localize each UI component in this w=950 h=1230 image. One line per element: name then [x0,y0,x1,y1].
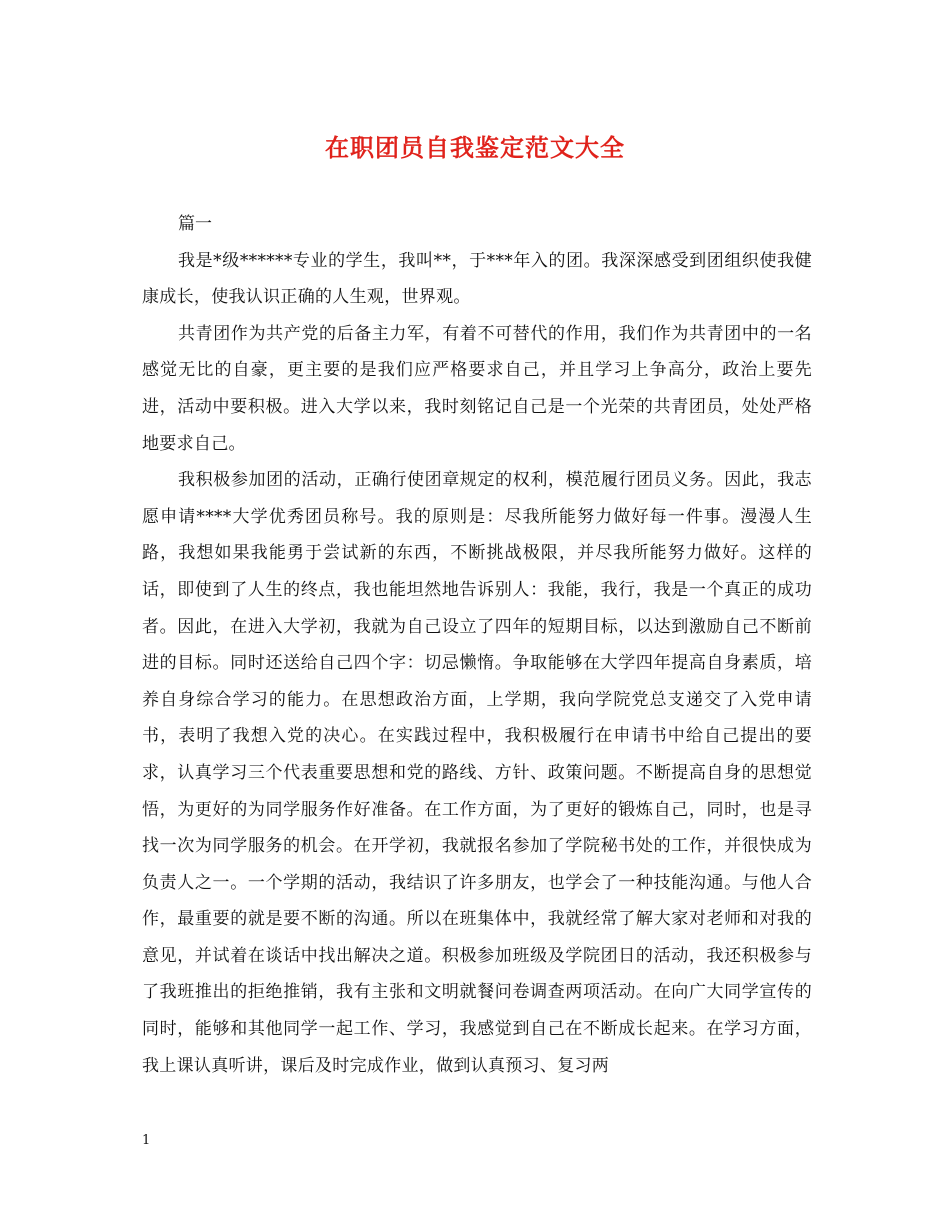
paragraph-1: 我是*级******专业的学生，我叫**，于***年入的团。我深深感受到团组织使我健康成长，使我认识正确的人生观，世界观。 [142,250,812,308]
page-number: 1 [142,1133,151,1148]
document-body [142,206,812,1084]
section-label: 篇一 [178,214,212,234]
paragraph-2: 共青团作为共产党的后备主力军，有着不可替代的作用，我们作为共青团中的一名感觉无比的自豪，更主要的是我们应严格要求自己，并且学习上争高分，政治上要先进，活动中要积极。进入大学以来，我时刻铭记自己是一个光荣的共青团员，处处严格地要求自己。 [142,323,812,454]
paragraph-3: 我积极参加团的活动，正确行使团章规定的权利，模范履行团员义务。因此，我志愿申请****大学优秀团员称号。我的原则是：尽我所能努力做好每一件事。漫漫人生路，我想如果我能勇于尝试新的东西，不断挑战极限，并尽我所能努力做好。这样的话，即使到了人生的终点，我也能坦然地告诉别人：我能，我行，我是一个真正的成功者。因此，在进入大学初，我就为自己设立了四年的短期目标，以达到激励自己不断前进的目标。同时还送给自己四个字：切忌懒惰。争取能够在大学四年提高自身素质，培养自身综合学习的能力。在思想政治方面，上学期，我向学院党总支递交了入党申请书，表明了我想入党的决心。在实践过程中，我积极履行在申请书中给自己提出的要求，认真学习三个代表重要思想和党的路线、方针、政策问题。不断提高自身的思想觉悟，为更好的为同学服务作好准备。在工作方面，为了更好的锻炼自己，同时，也是寻找一次为同学服务的机会。在开学初，我就报名参加了学院秘书处的工作，并很快成为负责人之一。一个学期的活动，我结识了许多朋友，也学会了一种技能沟通。与他人合作，最重要的就是要不断的沟通。所以在班集体中，我就经常了解大家对老师和对我的意见，并试着在谈话中找出解决之道。积极参加班级及学院团日的活动，我还积极参与了我班推出的拒绝推销，我有主张和文明就餐问卷调查两项活动。在向广大同学宣传的同时，能够和其他同学一起工作、学习，我感觉到自己在不断成长起来。在学习方面，我上课认真听讲，课后及时完成作业，做到认真预习、复习两 [142,470,812,1076]
document-title: 在职团员自我鉴定范文大全 [325,133,625,162]
